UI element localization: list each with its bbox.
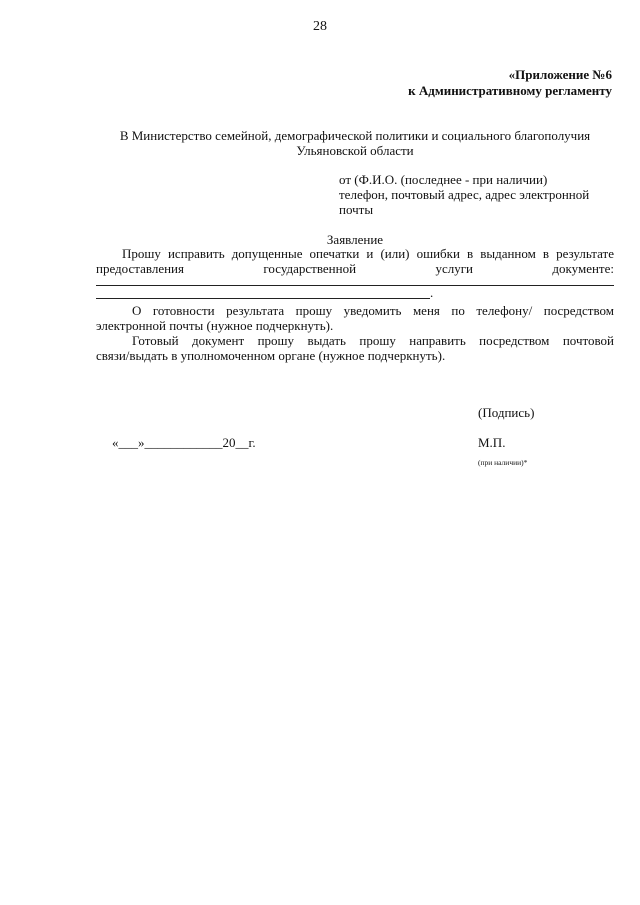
statement-paragraph-2-line-1: О готовности результата прошу уведомить меня по телефону/ посредством (132, 303, 614, 318)
sender-contacts-line: телефон, почтовый адрес, адрес электронной (339, 187, 590, 202)
statement-paragraph-3-line-2: связи/выдать в уполномоченном органе (нужное подчеркнуть). (96, 348, 446, 363)
addressee-line-1: В Министерство семейной, демографической политики и социального благополучия (119, 128, 591, 143)
appendix-title: «Приложение №6 (508, 67, 612, 82)
blank-line-1 (96, 285, 614, 286)
blank-line-2 (96, 298, 430, 299)
appendix-subtitle: к Административному регламенту (408, 83, 612, 98)
page-number: 28 (313, 19, 327, 34)
statement-paragraph-1-line-2: предоставления государственной услуги документе: (96, 261, 614, 276)
signature-label: (Подпись) (478, 405, 535, 420)
sender-name-line: от (Ф.И.О. (последнее - при наличии) (339, 172, 548, 187)
statement-paragraph-2-line-2: электронной почты (нужное подчеркнуть). (96, 318, 334, 333)
statement-paragraph-3-line-1: Готовый документ прошу выдать прошу направить посредством почтовой (132, 333, 614, 348)
date-field: «___»____________20__г. (112, 435, 256, 450)
blank-line-end: . (430, 285, 434, 300)
statement-paragraph-1-line-1: Прошу исправить допущенные опечатки и (или) ошибки в выданном в результате (122, 246, 614, 261)
addressee-line-2: Ульяновской области (296, 143, 414, 158)
statement-title: Заявление (326, 232, 384, 247)
stamp-label: М.П. (478, 435, 506, 450)
sender-email-line: почты (339, 202, 374, 217)
stamp-note: (при наличии)* (478, 458, 528, 467)
